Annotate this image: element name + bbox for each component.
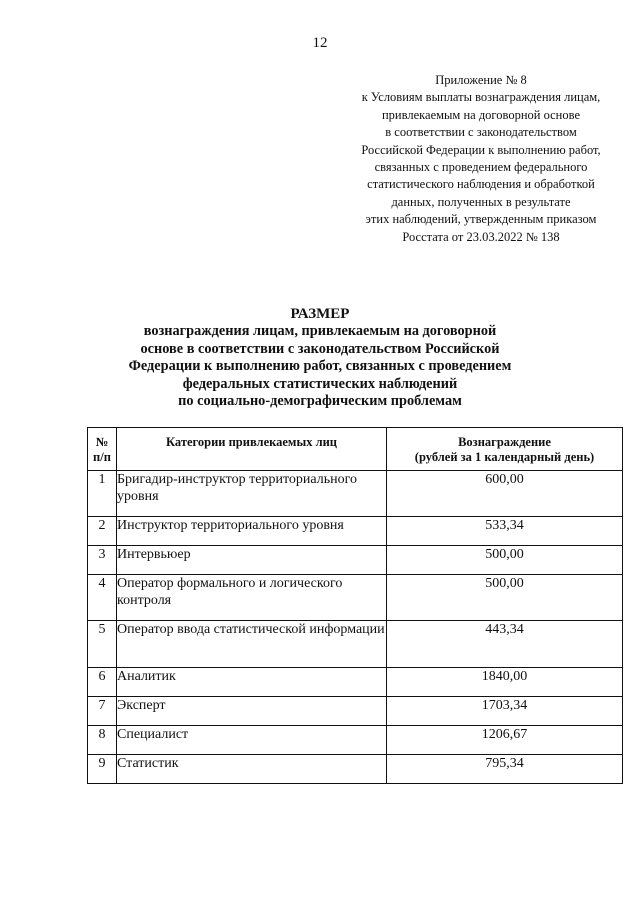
header-number — [88, 428, 117, 471]
row-amount: 600,00 — [387, 471, 623, 517]
row-category: Интервьюер — [117, 546, 387, 575]
annex-line: данных, полученных в результате — [391, 194, 571, 209]
document-subtitle — [0, 323, 640, 411]
table-row — [88, 621, 623, 668]
row-category: Эксперт — [117, 697, 387, 726]
subtitle-line: по социально-демографическим проблемам — [178, 393, 462, 410]
row-number: 4 — [88, 575, 117, 621]
row-number: 5 — [88, 621, 117, 668]
subtitle-line: федеральных статистических наблюдений — [182, 375, 458, 392]
header-number-line1: № — [95, 435, 109, 449]
table-row — [88, 575, 623, 621]
document-title: РАЗМЕР — [290, 306, 350, 322]
header-amount — [387, 428, 623, 471]
row-category: Инструктор территориального уровня — [117, 517, 387, 546]
row-number: 6 — [88, 668, 117, 697]
table-row — [88, 726, 623, 755]
header-category: Категории привлекаемых лиц — [117, 428, 387, 471]
annex-line: привлекаемым на договорной основе — [381, 107, 580, 122]
annex-line: в соответствии с законодательством — [385, 125, 577, 140]
row-category: Оператор ввода статистической информации — [117, 621, 387, 668]
table-row — [88, 546, 623, 575]
row-number: 7 — [88, 697, 117, 726]
header-number-line2: п/п — [93, 450, 111, 464]
subtitle-line: вознаграждения лицам, привлекаемым на договорной — [143, 323, 497, 339]
row-number: 2 — [88, 517, 117, 546]
row-number: 1 — [88, 471, 117, 517]
annex-line: к Условиям выплаты вознаграждения лицам, — [361, 90, 601, 105]
annex-line: Росстата от 23.03.2022 № 138 — [402, 229, 560, 244]
row-number: 8 — [88, 726, 117, 755]
row-number: 3 — [88, 546, 117, 575]
table-row — [88, 517, 623, 546]
row-amount: 500,00 — [387, 546, 623, 575]
row-category: Статистик — [117, 755, 387, 784]
row-category: Бригадир-инструктор территориального уровня — [117, 471, 387, 517]
table-header-row — [88, 428, 623, 471]
annex-header — [340, 72, 622, 246]
row-category: Аналитик — [117, 668, 387, 697]
row-amount: 1703,34 — [387, 697, 623, 726]
page-number: 12 — [312, 35, 328, 51]
annex-line: Российской Федерации к выполнению работ, — [361, 142, 601, 157]
header-amount-line2: (рублей за 1 календарный день) — [414, 450, 595, 464]
subtitle-line: основе в соответствии с законодательством Российской — [140, 340, 500, 357]
row-category: Специалист — [117, 726, 387, 755]
table-row — [88, 697, 623, 726]
table-row — [88, 755, 623, 784]
table-row — [88, 471, 623, 517]
subtitle-line: Федерации к выполнению работ, связанных с проведением — [128, 358, 512, 375]
row-amount: 1206,67 — [387, 726, 623, 755]
row-number: 9 — [88, 755, 117, 784]
row-amount: 795,34 — [387, 755, 623, 784]
header-amount-line1: Вознаграждение — [458, 435, 551, 449]
annex-line: статистического наблюдения и обработкой — [367, 177, 595, 192]
table-row — [88, 668, 623, 697]
annex-line: Приложение № 8 — [435, 73, 527, 87]
remuneration-table — [87, 427, 623, 784]
annex-line: этих наблюдений, утвержденным приказом — [365, 212, 597, 227]
row-amount: 1840,00 — [387, 668, 623, 697]
annex-line: связанных с проведением федерального — [374, 160, 588, 175]
row-amount: 500,00 — [387, 575, 623, 621]
row-category: Оператор формального и логического контроля — [117, 575, 387, 621]
row-amount: 533,34 — [387, 517, 623, 546]
row-amount: 443,34 — [387, 621, 623, 668]
